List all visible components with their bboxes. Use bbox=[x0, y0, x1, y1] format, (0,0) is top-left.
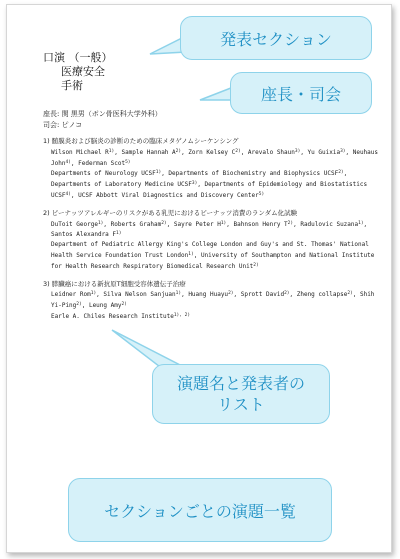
author: Wilson Michael $R^{1)}$, Sample Hannah $A^{2)}$, Zorn Kelsey $C^{2)}$, Arevalo Shaun$^{3)}$, Yu Guixia$^{3)}$, Neuhaus John$^{4)}$, Federman Scot$^{5)}$ bbox=[51, 148, 379, 167]
author-name: Bahnson Henry T bbox=[233, 220, 288, 228]
author-sup: 2) bbox=[228, 291, 234, 297]
author-name: Arevalo Shaun bbox=[247, 148, 295, 156]
affiliation-name: Earle A. Chiles Research Institute bbox=[51, 312, 174, 320]
author-sup: 2) bbox=[76, 302, 82, 308]
author-sup: 2) bbox=[121, 302, 127, 308]
callout-chair bbox=[230, 72, 372, 114]
affiliation-name: Departments of Epidemiology and Biostatistics UCSF bbox=[51, 181, 368, 199]
author-name: Zorn Kelsey C bbox=[188, 148, 236, 156]
callout-overview bbox=[68, 478, 332, 542]
affiliation: Departments of Neurology UCSF$^{1)}$, Departments of Biochemistry and Biophysics UCSF$^{2)}$, Departments of Laboratory Medicine UCSF$^{3)}$, Departments of Epidemiology and Biostatistics UCSF$^{4)}$, UCSF Abbott Viral Diagnostics and Discovery Center$^{5)}$ bbox=[51, 170, 368, 199]
author-name: Sprott David bbox=[240, 291, 285, 299]
moderator-line: 司会: ピノコ bbox=[43, 121, 83, 129]
author-name: Silva Nelson Sanjuan bbox=[103, 291, 176, 299]
affiliation-name: University of Southampton and National Institute for Health Research Respiratory Biomedical Research Unit bbox=[51, 251, 375, 270]
author-name: Zheng collapse bbox=[296, 291, 348, 299]
session-heading bbox=[43, 51, 113, 93]
chair-info bbox=[43, 109, 162, 131]
abstract-title: 2) ピーナッツアレルギーのリスクがある乳児におけるピーナッツ消費のランダム化試験 bbox=[43, 208, 298, 217]
affiliation-sup: 1), 2) bbox=[173, 312, 191, 318]
affiliation-name: Department of Pediatric Allergy King's College London and Guy's and St. Thomas' National Health Service Foundation Trust London bbox=[51, 241, 369, 259]
author-sup: 3) bbox=[340, 148, 346, 154]
author-name: Sayre Peter H bbox=[173, 220, 221, 228]
session-subcategory: 手術 bbox=[61, 79, 83, 92]
session-category: 医療安全 bbox=[61, 65, 105, 78]
author-name: Wilson Michael R bbox=[51, 148, 109, 156]
author-name: Huang Huayu bbox=[188, 291, 229, 299]
author-name: Sample Hannah A bbox=[121, 148, 176, 156]
author-sup: 1) bbox=[90, 291, 97, 297]
author-name: Radulovic Suzana bbox=[300, 220, 359, 228]
author-sup: 4) bbox=[65, 159, 71, 165]
author-sup: 1) bbox=[220, 220, 227, 226]
author: DuToit George$^{1)}$, Roberts Graham$^{2)}$, Sayre Peter $H^{1)}$, Bahnson Henry $T^{2)}$, Radulovic Suzana$^{1)}$, Santos Alexandra $F^{1)}$ bbox=[51, 220, 368, 239]
affiliation-sup: 1) bbox=[155, 170, 162, 176]
affiliation-name: UCSF Abbott Viral Diagnostics and Discovery Center bbox=[78, 191, 259, 199]
author-name: Federman Scot bbox=[78, 159, 126, 167]
author-sup: 5) bbox=[125, 159, 131, 165]
author-name: Santos Alexandra F bbox=[51, 231, 117, 239]
affiliation-sup: 2) bbox=[338, 170, 344, 176]
session-type: 口演 （一般） bbox=[43, 51, 113, 64]
author-sup: 2) bbox=[175, 148, 182, 154]
author: Leidner Rom$^{1)}$, Silva Nelson Sanjuan$^{1)}$, Huang Huayu$^{2)}$, Sprott David$^{2)}$, Zheng collapse$^{2)}$, Shih Yi-Ping$^{2)}$, Leung Amy$^{2)}$ bbox=[51, 291, 375, 310]
author-sup: 1) bbox=[97, 220, 104, 226]
affiliation bbox=[43, 311, 385, 322]
callout-abstract-list bbox=[152, 364, 330, 424]
callout-chair-text: 座長・司会 bbox=[260, 84, 341, 104]
affiliation-sup: 1) bbox=[188, 251, 194, 257]
affiliation-name: Departments of Laboratory Medicine UCSF bbox=[51, 181, 192, 189]
callout-session-text: 発表セクション bbox=[220, 29, 332, 49]
author-sup: 2) bbox=[235, 148, 241, 154]
author-name: Roberts Graham bbox=[110, 220, 162, 228]
author-name: DuToit George bbox=[51, 220, 98, 228]
author-sup: 3) bbox=[294, 148, 301, 154]
callout-overview-text: セクションごとの演題一覧 bbox=[104, 501, 296, 521]
affiliation-sup: 3) bbox=[191, 181, 198, 187]
abstract-item bbox=[43, 137, 385, 201]
affiliation-name: Departments of Biochemistry and Biophysics UCSF bbox=[168, 170, 339, 178]
abstract-item bbox=[43, 209, 385, 272]
callout-session bbox=[180, 16, 372, 60]
author-sup: 2) bbox=[284, 291, 290, 297]
author-name: Yu Guixia bbox=[307, 148, 341, 156]
author-name: Leung Amy bbox=[88, 302, 122, 310]
affiliation: Department of Pediatric Allergy King's College London and Guy's and St. Thomas' National Health Service Foundation Trust London$^{1)}$, University of Southampton and National Institute for Health Research Respiratory Biomedical Research Unit$^{2)}$ bbox=[51, 241, 375, 270]
author-sup: 2) bbox=[347, 291, 353, 297]
author-sup: 1) bbox=[116, 231, 122, 237]
author-sup: 2) bbox=[287, 220, 294, 226]
affiliation-sup: 2) bbox=[253, 262, 259, 268]
affiliation-sup: 5) bbox=[258, 191, 265, 197]
abstract-item bbox=[43, 280, 385, 322]
abstract-title: 1) 髄膜炎および脳炎の診断のための臨床メタゲノムシーケンシング bbox=[43, 137, 239, 145]
author-sup: 1) bbox=[108, 148, 115, 154]
affiliation-sup: 4) bbox=[65, 191, 71, 197]
abstract-list bbox=[43, 137, 385, 330]
author-sup: 1) bbox=[175, 291, 182, 297]
callout-list-line2: リスト bbox=[217, 395, 265, 414]
author-name: Neuhaus John bbox=[51, 148, 379, 167]
author-sup: 2) bbox=[161, 220, 167, 226]
affiliation-name: Departments of Neurology UCSF bbox=[51, 170, 156, 178]
callout-abstract-list-text bbox=[177, 373, 305, 415]
author-name: Shih Yi-Ping bbox=[51, 291, 375, 310]
callout-list-line1: 演題名と発表者の bbox=[176, 374, 305, 393]
author-name: Leidner Rom bbox=[51, 291, 91, 299]
abstract-title: 3) 膵臓癌における新抗原T細胞受容体遺伝子治療 bbox=[43, 279, 186, 288]
author-sup: 1) bbox=[358, 220, 364, 226]
chair-line: 座長: 関 黒男（ボン骨医科大学外科） bbox=[43, 110, 162, 118]
